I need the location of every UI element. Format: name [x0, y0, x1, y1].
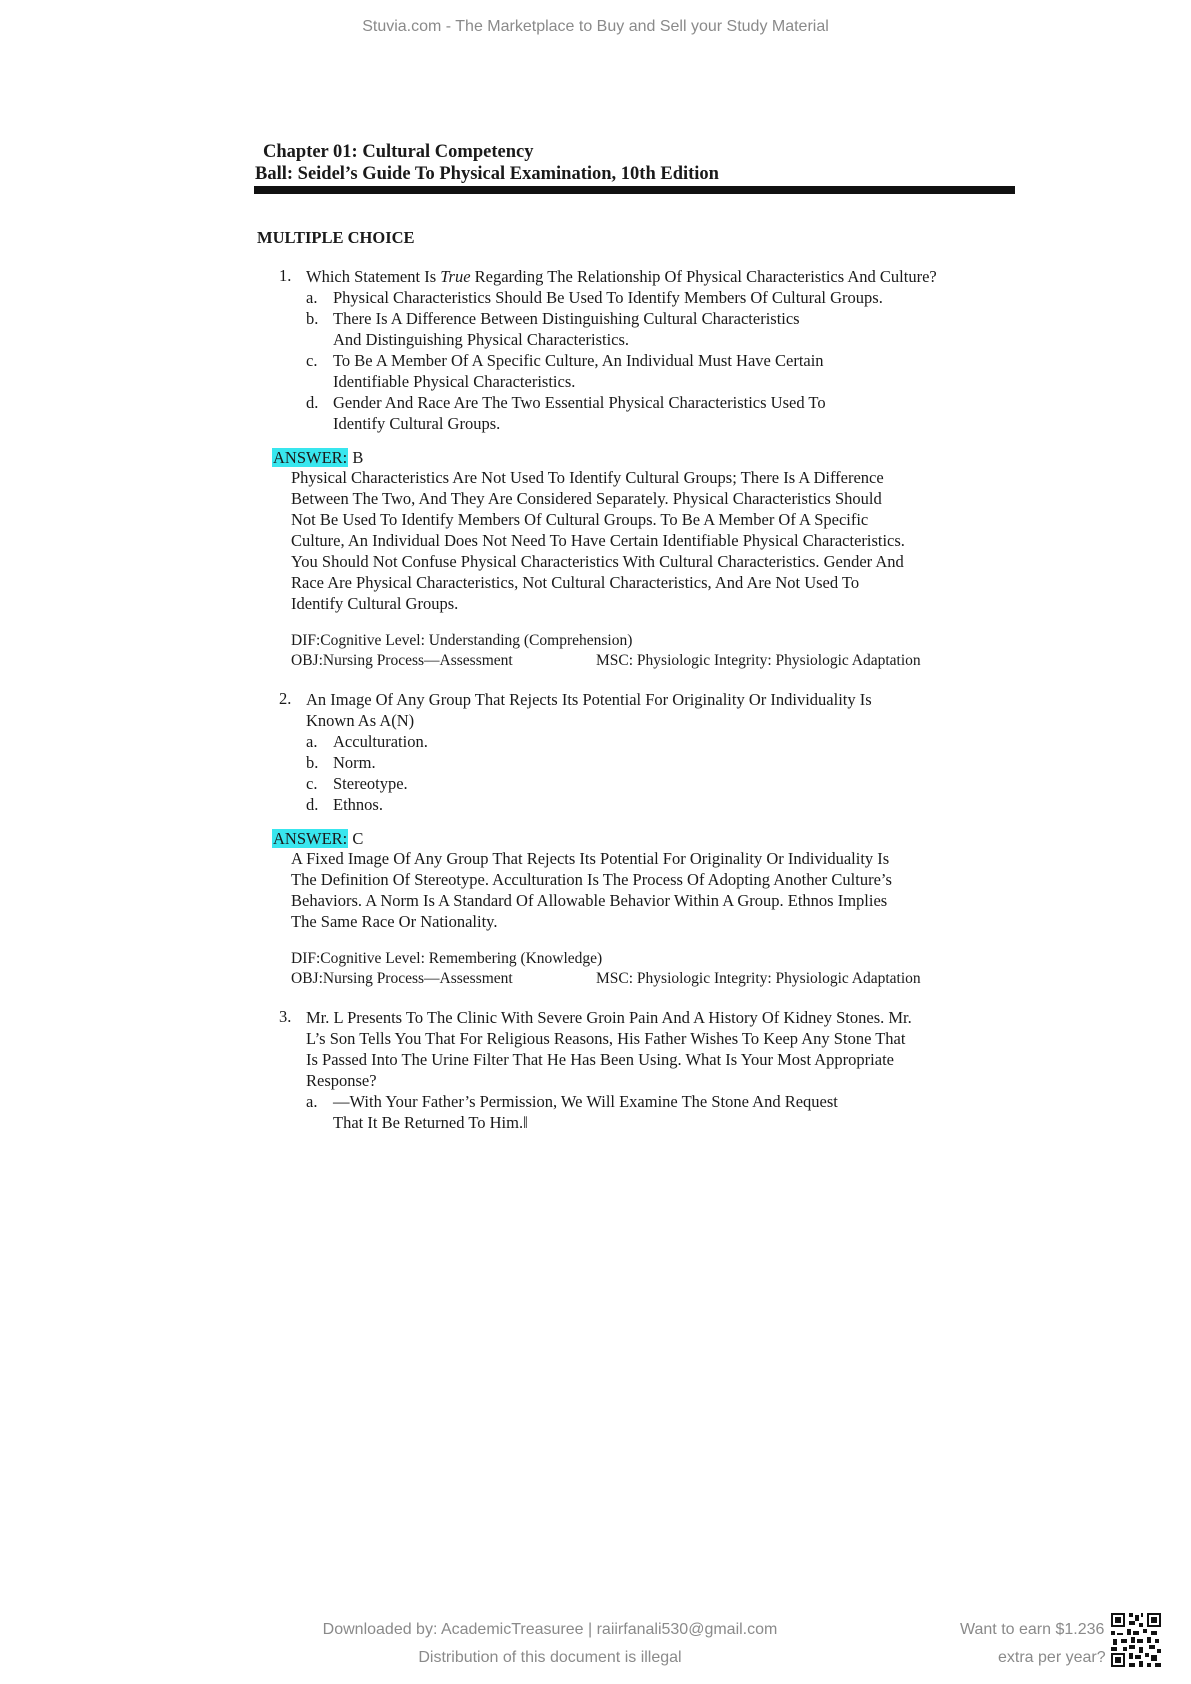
earn-promo-line-2[interactable]: extra per year?: [998, 1649, 1106, 1666]
option-a: a. Physical Characteristics Should Be Used To Identify Members Of Cultural Groups.: [306, 288, 883, 307]
book-title: Ball: Seidel’s Guide To Physical Examination, 10th Edition: [255, 164, 719, 184]
question-number: 3.: [279, 1007, 292, 1026]
obj-msc-line: [291, 651, 1027, 671]
options-list: [306, 1091, 1027, 1133]
answer-block-1: [272, 448, 1027, 671]
chapter-title: Chapter 01: Cultural Competency: [263, 142, 534, 162]
msc-text: MSC: Physiologic Integrity: Physiologic Adaptation: [596, 652, 921, 669]
qr-code-icon[interactable]: [1111, 1613, 1161, 1667]
answer-value: B: [352, 448, 364, 467]
dif-line: DIF:Cognitive Level: Understanding (Comprehension): [291, 632, 633, 649]
answer-label: ANSWER:: [273, 448, 348, 467]
answer-block-2: [272, 829, 1027, 989]
answer-line: [272, 829, 1027, 848]
answer-label: ANSWER:: [273, 829, 348, 848]
question-metadata: [291, 631, 1027, 671]
question-2: [279, 689, 1027, 815]
options-list: [306, 287, 1027, 434]
question-text: An Image Of Any Group That Rejects Its Potential For Originality Or Individuality Is Known As A(N): [306, 690, 872, 730]
msc-text: MSC: Physiologic Integrity: Physiologic Adaptation: [596, 970, 921, 987]
dif-line: DIF:Cognitive Level: Remembering (Knowledge): [291, 950, 603, 967]
obj-text: OBJ:Nursing Process—Assessment: [291, 652, 513, 669]
option-a: a. Acculturation.: [306, 732, 428, 751]
question-text: Mr. L Presents To The Clinic With Severe Groin Pain And A History Of Kidney Stones. Mr. L’s Son Tells You That For Religious Reasons, His Father Wishes To Keep Any Stone That Is Passed Into The Urine Filter That He Has Been Using. What Is Your Most Appropriate Response?: [306, 1008, 912, 1090]
rationale: A Fixed Image Of Any Group That Rejects Its Potential For Originality Or Individuality Is The Definition Of Stereotype. Acculturation Is The Process Of Adopting Another Culture’s Behaviors. A Norm Is A Standard Of Allowable Behavior Within A Group. Ethnos Implies The Same Race Or Nationality.: [291, 849, 892, 931]
option-c: c. To Be A Member Of A Specific Culture, An Individual Must Have Certain Identifiable Physical Characteristics.: [306, 351, 824, 391]
question-metadata: [291, 949, 1027, 989]
option-d: d. Gender And Race Are The Two Essential Physical Characteristics Used To Identify Cultural Groups.: [306, 393, 826, 433]
header-rule: [254, 186, 1015, 194]
obj-msc-line: [291, 969, 1027, 989]
document-header: [255, 141, 1015, 185]
answer-value: C: [352, 829, 364, 848]
stuvia-banner: Stuvia.com - The Marketplace to Buy and Sell your Study Material: [362, 18, 829, 35]
obj-text: OBJ:Nursing Process—Assessment: [291, 970, 513, 987]
question-text: Which Statement Is True Regarding The Relationship Of Physical Characteristics And Culture?: [306, 267, 937, 286]
question-number: 2.: [279, 689, 292, 708]
options-list: [306, 731, 1027, 815]
option-a: a. ―With Your Father’s Permission, We Will Examine The Stone And Request That It Be Returned To Him.‖: [306, 1092, 838, 1132]
footer-downloaded-by: Downloaded by: AcademicTreasuree | raiirfanali530@gmail.com: [322, 1621, 778, 1638]
question-number: 1.: [279, 266, 292, 285]
option-b: b. Norm.: [306, 753, 376, 772]
option-d: d. Ethnos.: [306, 795, 383, 814]
document-content: [257, 228, 1027, 1133]
answer-line: [272, 448, 1027, 467]
earn-promo-line-1[interactable]: Want to earn $1.236: [960, 1621, 1105, 1638]
question-3: [279, 1007, 1027, 1133]
footer-distribution-notice: Distribution of this document is illegal: [418, 1649, 682, 1666]
option-b: b. There Is A Difference Between Distinguishing Cultural Characteristics And Distinguishing Physical Characteristics.: [306, 309, 800, 349]
section-heading: MULTIPLE CHOICE: [257, 228, 415, 247]
rationale: Physical Characteristics Are Not Used To Identify Cultural Groups; There Is A Difference Between The Two, And They Are Considered Separately. Physical Characteristics Should Not Be Used To Identify Members Of Cultural Groups. To Be A Member Of A Specific Culture, An Individual Does Not Need To Have Certain Identifiable Physical Characteristics. You Should Not Confuse Physical Characteristics With Cultural Characteristics. Gender And Race Are Physical Characteristics, Not Cultural Characteristics, And Are Not Used To Identify Cultural Groups.: [291, 468, 905, 613]
option-c: c. Stereotype.: [306, 774, 408, 793]
question-1: [279, 266, 1027, 434]
